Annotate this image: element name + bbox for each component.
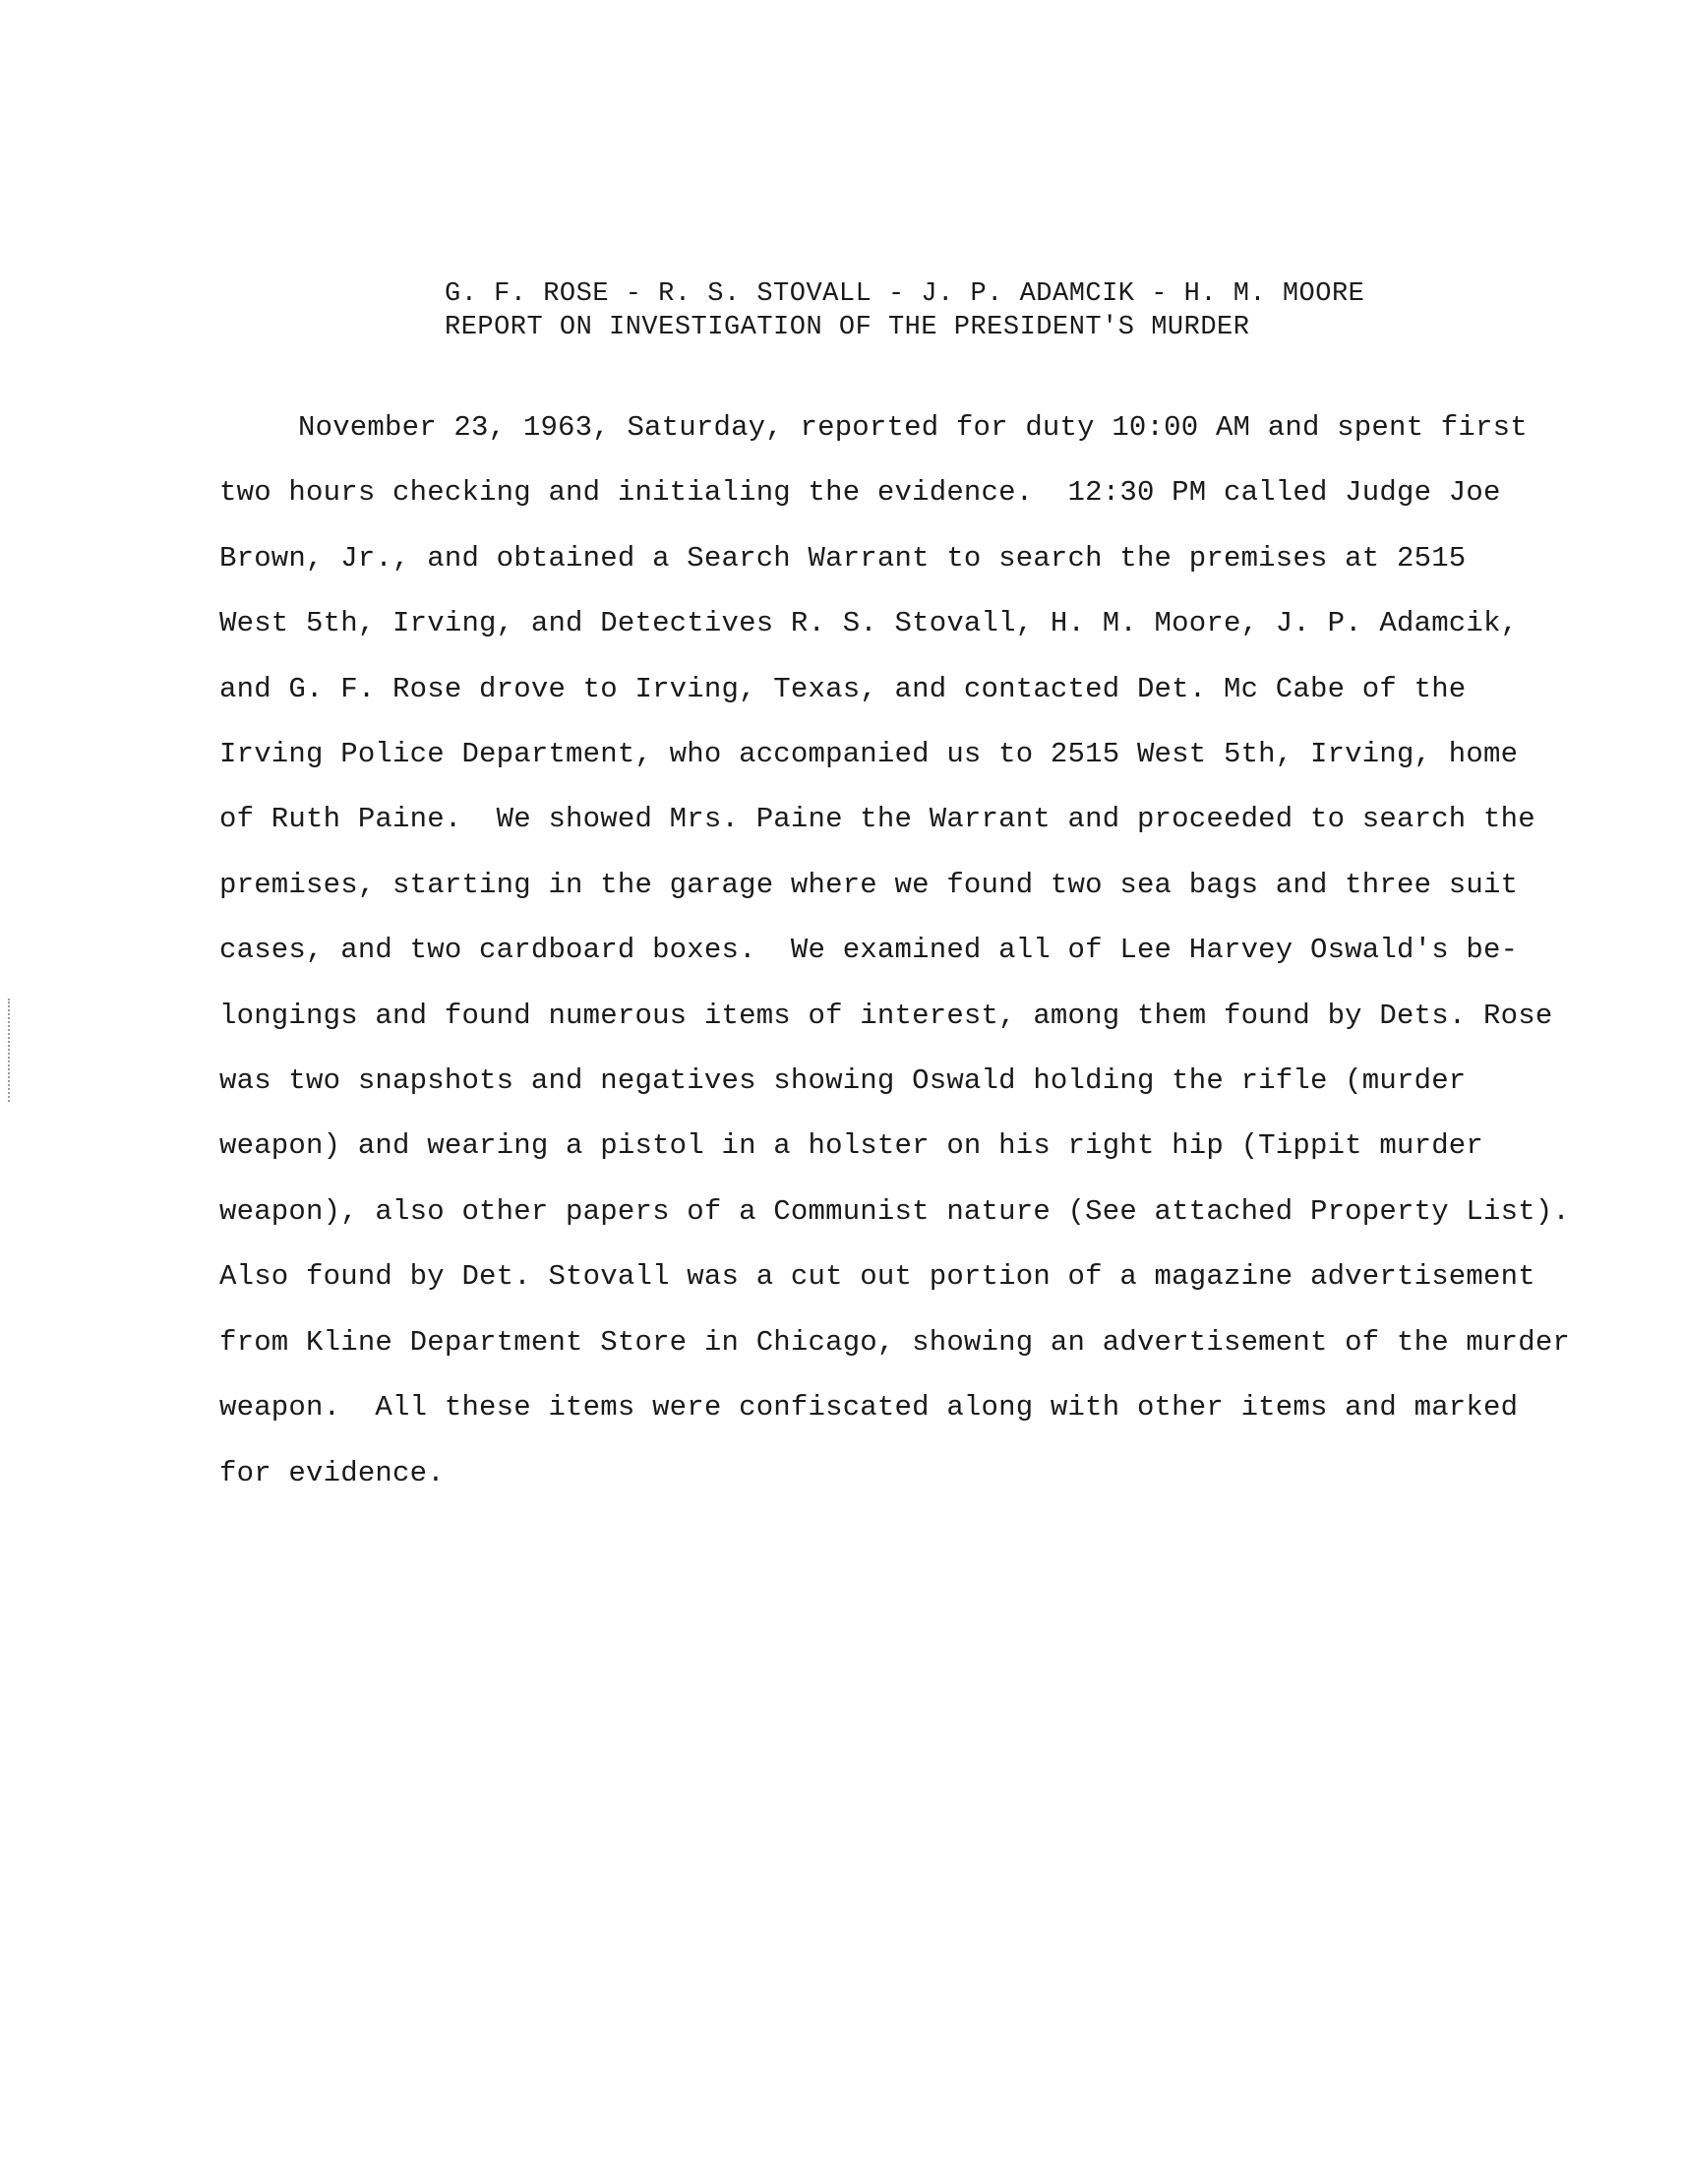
body-line: November 23, 1963, Saturday, reported for duty 10:00 AM and spent first (298, 411, 1528, 444)
body-line: Brown, Jr., and obtained a Search Warrant to search the premises at 2515 (219, 541, 1467, 575)
report-body (219, 395, 1571, 1506)
body-line: of Ruth Paine. We showed Mrs. Paine the Warrant and proceeded to search the (219, 803, 1535, 836)
header-names: G. F. ROSE - R. S. STOVALL - J. P. ADAMCIK - H. M. MOORE (445, 279, 1365, 309)
body-line: was two snapshots and negatives showing Oswald holding the rifle (murder (219, 1064, 1467, 1098)
body-line: for evidence. (219, 1456, 445, 1489)
margin-mark (8, 999, 10, 1102)
body-line: cases, and two cardboard boxes. We examined all of Lee Harvey Oswald's be- (219, 934, 1519, 967)
body-line: two hours checking and initialing the evidence. 12:30 PM called Judge Joe (219, 476, 1501, 510)
body-line: from Kline Department Store in Chicago, showing an advertisement of the murder (219, 1325, 1571, 1359)
body-line: premises, starting in the garage where we found two sea bags and three suit (219, 868, 1519, 901)
body-line: weapon. All these items were confiscated along with other items and marked (219, 1391, 1519, 1425)
body-line: Also found by Det. Stovall was a cut out portion of a magazine advertisement (219, 1260, 1535, 1294)
body-line: and G. F. Rose drove to Irving, Texas, and contacted Det. Mc Cabe of the (219, 672, 1467, 705)
report-header (445, 277, 1389, 344)
body-line: longings and found numerous items of interest, among them found by Dets. Rose (219, 999, 1553, 1032)
body-line: West 5th, Irving, and Detectives R. S. Stovall, H. M. Moore, J. P. Adamcik, (219, 607, 1519, 640)
body-line: Irving Police Department, who accompanied us to 2515 West 5th, Irving, home (219, 738, 1519, 771)
body-line: weapon), also other papers of a Communist nature (See attached Property List). (219, 1194, 1571, 1228)
body-line: weapon) and wearing a pistol in a holster on his right hip (Tippit murder (219, 1129, 1484, 1163)
header-title: REPORT ON INVESTIGATION OF THE PRESIDENT'S MURDER (445, 313, 1250, 342)
